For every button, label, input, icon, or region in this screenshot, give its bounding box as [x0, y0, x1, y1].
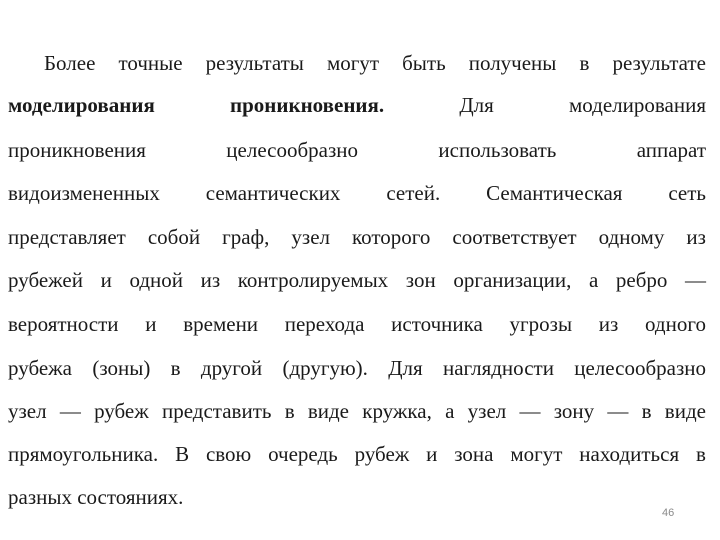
- word: в: [284, 399, 295, 423]
- word: зона: [454, 442, 494, 466]
- word: рубеж: [94, 399, 149, 423]
- word: моделирования: [568, 93, 706, 117]
- word: —: [59, 399, 81, 423]
- word: зон: [405, 268, 436, 292]
- paragraph-line-6: [8, 267, 706, 293]
- word: виде: [307, 399, 350, 423]
- word: Для: [459, 93, 494, 117]
- paragraph-line-4: [8, 180, 706, 206]
- word: быть: [402, 51, 446, 75]
- word: находиться: [579, 442, 680, 466]
- word: из: [686, 225, 706, 249]
- paragraph-line-11: [8, 484, 706, 510]
- word: точные: [118, 51, 183, 75]
- word: и: [145, 312, 157, 336]
- word: другой: [200, 356, 263, 380]
- paragraph-line-10: [8, 441, 706, 467]
- word: —: [519, 399, 541, 423]
- word: наглядности: [443, 356, 554, 380]
- word: а: [445, 399, 455, 423]
- word: и: [100, 268, 112, 292]
- last-line-text: разных состояниях.: [8, 485, 184, 509]
- bold-term: проникновения.: [230, 93, 385, 117]
- word: организации,: [453, 268, 572, 292]
- word: могут: [326, 51, 380, 75]
- word: видоизмененных: [8, 181, 160, 205]
- word: Семантическая: [486, 181, 623, 205]
- word: из: [200, 268, 221, 292]
- word: одному: [598, 225, 665, 249]
- word: свою: [205, 442, 252, 466]
- word: и: [426, 442, 438, 466]
- word: могут: [510, 442, 563, 466]
- word: контролируемых: [237, 268, 389, 292]
- word: результаты: [205, 51, 304, 75]
- word: (зоны): [92, 356, 151, 380]
- paragraph-line-1: [44, 50, 706, 76]
- word: угрозы: [509, 312, 573, 336]
- word: узел: [467, 399, 507, 423]
- word: источника: [391, 312, 483, 336]
- word: узел: [291, 225, 331, 249]
- word: рубежей: [8, 268, 83, 292]
- word: перехода: [284, 312, 365, 336]
- word: Для: [388, 356, 423, 380]
- word: одного: [645, 312, 706, 336]
- word: семантических: [205, 181, 341, 205]
- word: в: [170, 356, 181, 380]
- word: в: [641, 399, 652, 423]
- word: которого: [352, 225, 431, 249]
- paragraph-line-5: [8, 224, 706, 250]
- page-number: 46: [662, 507, 675, 519]
- word: соответствует: [452, 225, 577, 249]
- word: из: [598, 312, 619, 336]
- word: времени: [183, 312, 259, 336]
- paragraph-line-7: [8, 311, 706, 337]
- word: Более: [44, 51, 96, 75]
- word: прямоугольника.: [8, 442, 159, 466]
- word: сеть: [668, 181, 706, 205]
- word: (другую).: [282, 356, 368, 380]
- word: В: [175, 442, 190, 466]
- word: —: [685, 268, 706, 292]
- bold-term: моделирования: [8, 93, 155, 117]
- word: —: [607, 399, 629, 423]
- word: представить: [162, 399, 272, 423]
- word: проникновения: [8, 138, 146, 162]
- word: аппарат: [636, 138, 706, 162]
- word: представляет: [8, 225, 126, 249]
- paragraph-line-3: [8, 137, 706, 163]
- word: виде: [664, 399, 706, 423]
- word: целесообразно: [574, 356, 706, 380]
- word: использовать: [438, 138, 557, 162]
- word: получены: [468, 51, 557, 75]
- word: зону: [553, 399, 595, 423]
- paragraph-line-2: [8, 92, 706, 118]
- paragraph-line-8: [8, 355, 706, 381]
- word: а: [588, 268, 599, 292]
- word: очередь: [268, 442, 338, 466]
- paragraph-line-9: [8, 398, 706, 424]
- word: собой: [147, 225, 201, 249]
- word: целесообразно: [226, 138, 359, 162]
- word: рубеж: [354, 442, 410, 466]
- word: ребро: [615, 268, 668, 292]
- word: узел: [8, 399, 47, 423]
- word: одной: [129, 268, 183, 292]
- word: результате: [612, 51, 706, 75]
- word: вероятности: [8, 312, 119, 336]
- word: граф,: [222, 225, 270, 249]
- word: в: [579, 51, 590, 75]
- word: сетей.: [386, 181, 441, 205]
- word: кружка,: [362, 399, 432, 423]
- word: рубежа: [8, 356, 73, 380]
- word: в: [695, 442, 706, 466]
